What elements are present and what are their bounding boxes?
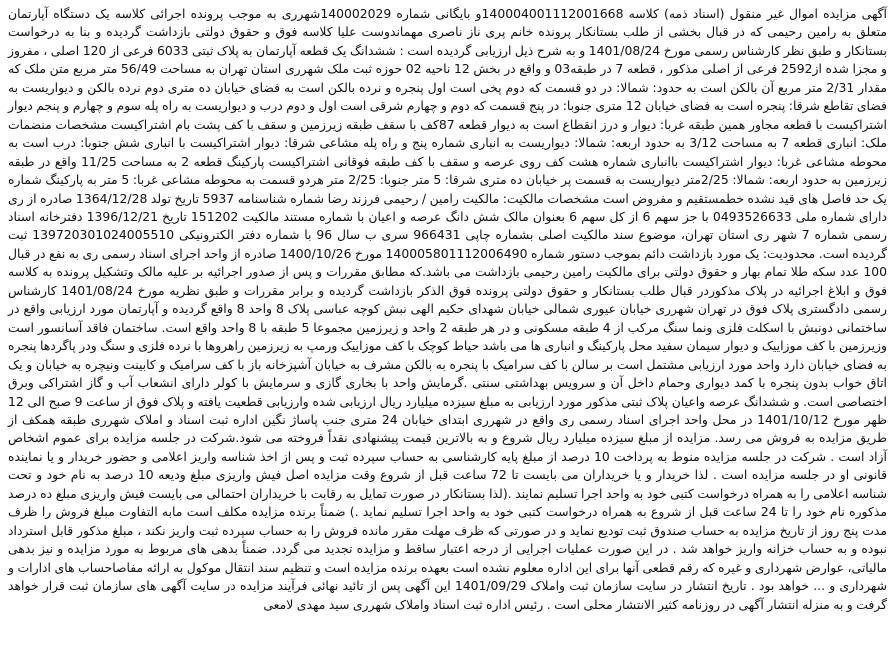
auction-notice-text: آگهی مزایده اموال غیر منقول (اسناد ذمه) کلاسه 140004001112001668و بایگانی شماره 140002029شهرری به موجب پرونده اجرائی کلاسه یک دستگاه آپارتمان متعلق به رامین رحیمی که در قبال بخشی از طلب بستانکار پرونده خانم پری ناز ناصری مهماندوست علیا کلاسه فوق و حقوق دولتی بازداشت گردیده و بنا به درخواست بستانکار و طبق نظر کارشناس رسمی مورخ 1401/08/24 و به شرح ذیل ارزیابی گردیده است : ششدانگ یک قطعه آپارتمان به پلاک ثبتی 6033 فرعی از 120 اصلی ، مفروز و مجزا شده از2592 فرعی از اصلی مذکور ، قطعه 7 در طبقه03 و واقع در بخش 12 ناحیه 02 حوزه ثبت ملک شهرری استان تهران به مساحت 56/49 متر مربع متن ملک که مقدار 2/31 متر مربع آن بالکن است به حدود: شمالا: در دو قسمت که دوم پخی است اول پنجره و نرده بالکن است به فضای خیابان ده متری دوم نرده بالکن و دیواریست به فضای تقاطع شرقا: پنجره است به فضای خیابان 12 متری جنوبا: در پنج قسمت که دوم و چهارم شرقی است اول و دوم درب و دیواریست به راه پله سوم و چهارم و پنجم دیوار اشتراکیست با قطعه مجاور همین طبقه غربا: دیوار و درز انقطاع است به دیوار قطعه 87کف با سقف طبقه زیرزمین و سقف با کف پشت بام اشتراکیست مشخصات منضمات ملک: انباری قطعه 7 به مساحت 3/12 به حدود اربعه: شمالا: دیواریست به انباری شماره پنج و راه پله مشاعی شرقا: دیوار اشتراکیست با انباری شش جنوبا: درب است به محوطه مشاعی غربا: دیوار اشتراکیست باانباری شماره هشت کف روی عرصه و سقف با کف طبقه فوقانی اشتراکیست پارکینگ قطعه 2 به مساحت 11/25 واقع در طبقه زیرزمین به حدود اربعه: شمالا: 2/25متر دیواریست به قسمت پر خیابان ده متری شرقا: 5 متر جنوبا: 2/25 متر هردو قسمت به محوطه مشاعی غربا: 5 متر به پارکینگ شماره یک حد فاصل های قید نشده خطمستقیم و مفروض است مشخصات مالکیت: مالکیت رامین / رحیمی فرزند رضا شماره شناسنامه 5937 تاریخ تولد 1364/12/28 صادره از ری دارای شماره ملی 0493526633 با جز سهم 6 از کل سهم 6 بعنوان مالک شش دانگ عرصه و اعیان با شماره مستند مالکیت 151202 تاریخ 1396/12/21 دفترخانه اسناد رسمی شماره 7 شهر ری استان تهران، موضوع سند مالکیت اصلی بشماره چاپی 966431 سری ب سال 96 با شماره دفتر الکترونیکی 139720301024005510 ثبت گردیده است. محدودیت: یک مورد بازداشت دائم بموجب دستور شماره 140005801112006490 مورخ 1400/10/26 صادره از واحد اجرای اسناد رسمی ری به نفع در قبال 100 عدد سکه طلا تمام بهار و حقوق دولتی برای مالکیت رامین رحیمی بازداشت می باشد.که مطابق مقررات و پس از صدور اجرائیه بر علیه مالک وتشکیل پرونده به کلاسه فوق و ابلاغ اجرائیه در پلاک مذکوردر قبال طلب بستانکار و حقوق دولتی پرونده فوق الذکر بازداشت گردیده و برابر مقررات و طبق نظریه مورخ 1401/08/24 کارشناس رسمی دادگستری پلاک فوق در تهران شهرری خیابان عیوری شمالی خیابان شهدای حکیم الهی نبش کوچه عباسی پلاک 8 واحد 8 واقع گردیده و آپارتمان مورد ارزیابی واقع در ساختمانی دونبش با اسکلت فلزی ونما سنگ مرکب از 4 طبقه مسکونی و در هر طبقه 2 واحد و زیرزمین مجموعا 5 طبقه با 8 واحد واقع است. ساختمان فاقد آسانسور است وزیرزمین با کف موزاییک و دیوار سیمان سفید محل پارکینگ و انباری ها می باشد حیاط کوچک با کف موزاییک ورمپ به زیرزمین راهروها با نرده فلزی و سنگ ودر پاگردها پنجره به فضای خیابان دارد واحد مورد ارزیابی مشتمل است بر سالن با کف سرامیک با پنجره به بالکن مشرف به خیابان آشپزخانه باز با کف سرامیک و کابینت ونیچره به خیابان و یک اتاق خواب بدون پنجره با کمد دیواری وحمام داخل آن و سرویس بهداشتی سنتی .گرمایش واحد با بخاری گازی و سرمایش با کولر دارای انشعاب آب و گاز اشتراکی وبرق اختصاصی است. و ششدانگ عرصه واعیان پلاک ثبتی مذکور مورد ارزیابی به مبلغ سیزده میلیارد ریال ارزیابی شده وارزیابی قطعیت یافته و پلاک فوق از ساعت 9 صبح الی 12 ظهر مورخ 1401/10/12 در محل واحد اجرای اسناد رسمی ری واقع در شهرری ابتدای خیابان 24 متری جنب پاساژ نگین اداره ثبت اسناد و املاک شهرری طبقه همکف از طریق مزایده به فروش می رسد. مزایده از مبلغ سیزده میلیارد ریال شروع و به بالاترین قیمت پیشنهادی نقداً فروخته می شود.شرکت در جلسه مزایده برای عموم اشخاص آزاد است . شرکت در جلسه مزایده منوط به پرداخت 10 درصد از مبلغ پایه کارشناسی به حساب سپرده ثبت و پس از اخذ شناسه واریز اعلامی و حضور خریدار و یا نماینده قانونی او در جلسه مزایده است . لذا خریدار و یا خریداران می بایست تا 72 ساعت قبل از شروع وقت مزایده اصل فیش واریزی مبلغ ودیعه 10 درصد به نام خود و تحت شناسه اعلامی را به همراه درخواست کتبی خود به واحد اجرا تسلیم نمایند .(لذا بستانکار در صورت تمایل به رقابت با خریداران احتمالی می بایست فیش واریزی مبلغ ده درصد مذکوره نام خود را تا 24 ساعت قبل از شروع به همراه درخواست کتبی خود به واحد اجرا تسلیم نماید .) ضمناً برنده مزایده مکلف است مابه التفاوت مبلغ فروش را ظرف مدت پنج روز از تاریخ مزایده به حساب صندوق ثبت تودیع نماید و در صورتی که ظرف مهلت مقرر مانده فروش را به حساب سپرده ثبت واریز نکند ، مبلغ مذکور قابل استرداد نبوده و به حساب خزانه واریز خواهد شد . در این صورت عملیات اجرایی از درجه اعتبار ساقط و مزایده تجدید می گردد. ضمناً بدهی های مربوط به مورد مزایده و نیز بدهی مالیاتی، عوارض شهرداری و غیره که رقم قطعی آنها برای این اداره معلوم نشده است بعهده برنده مزایده است و تنظیم سند انتقال موکول به ارائه مفاصاحساب های ادارات و شهرداری و ... خواهد بود . تاریخ انتشار در سایت سازمان ثبت واملاک 1401/09/29 این آگهی پس از تائید نهائی فرآیند مزایده در سایت آگهی های سازمان ثبت قرار خواهد گرفت و به منزله انتشار آگهی در روزنامه کثیر الانتشار محلی است . رئیس اداره ثبت اسناد واملاک شهرری سید مهدی لامعی <box>8 6 888 612</box>
